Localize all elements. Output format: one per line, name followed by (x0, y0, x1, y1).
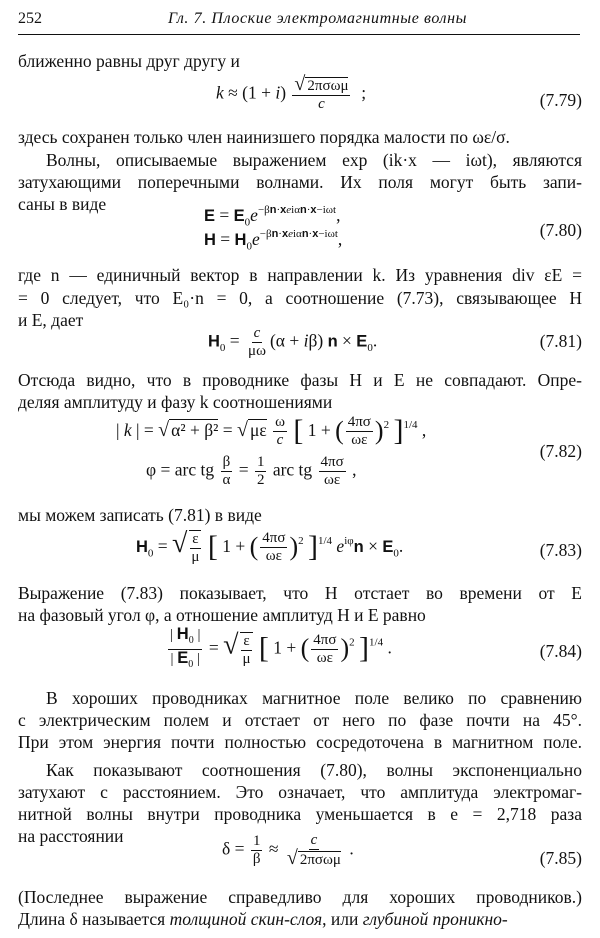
text-line: Отсюда видно, что в проводнике фазы H и E не совпадают. Опре- (18, 370, 582, 390)
equation-7-83: $H_0$ = √ $\frac{\varepsilon}{\mu}$ [ 1 + ( $\frac{4\pi\sigma}{\omega\varepsilon}$ )$^2$ ]$^{1/4}$ $e^{i\varphi}n \times E_0$. (136, 528, 404, 565)
text-line: ближенно равны друг другу и (18, 51, 240, 71)
text-line: и E, дает (18, 310, 84, 330)
running-title: Гл. 7. Плоские электромагнитные волны (168, 10, 468, 27)
text-line: Выражение (7.83) показывает, что H отстает во времени от E (18, 583, 582, 603)
equation-number: (7.85) (539, 848, 582, 868)
text-line: с электрическим полем и отстает от него по фазе почти на 45°. (18, 710, 582, 730)
equation-7-81: $H_0$ = $\frac{c}{\mu\omega}$ (α + iβ) $n \times E_0$. (208, 325, 378, 359)
text-line: саны в виде (18, 194, 107, 214)
equation-7-80: $E = E_0e^{-\beta n\cdot xei\alpha n\cdot x-i\omega t}$, (204, 204, 341, 229)
page-number: 252 (18, 10, 42, 27)
text-line: В хороших проводниках магнитное поле велико по сравнению (46, 688, 582, 708)
equation-7-80: $H = H_0e^{-\beta n\cdot xei\alpha n\cdot x-i\omega t}$, (204, 228, 343, 253)
text-line: затухающими поперечными волнами. Их поля могут быть запи- (18, 172, 582, 192)
text-line: мы можем записать (7.81) в виде (18, 505, 262, 525)
equation-number: (7.81) (539, 331, 582, 351)
term-skin-depth: толщиной скин-слоя (169, 909, 323, 929)
equation-number: (7.83) (539, 540, 582, 560)
equation-number: (7.79) (539, 90, 582, 110)
equation-7-82: | k | = √ α² + β² = √ με $\frac{\omega}{c}$ [ 1 + ( $\frac{4\pi\sigma}{\omega\varepsilon}$ )$^2$ ]$^{1/4}$ , (116, 414, 427, 449)
equation-7-79: k ≈ (1 + i) $\frac{\text{√ 2πσωμ}}{c}$ ; (216, 73, 367, 112)
equation-7-85: δ = $\frac{1}{\beta}$ ≈ $\frac{c}{\text{√ 2πσωμ}}$ . (222, 832, 354, 869)
text-line: При этом энергия почти полностью сосредоточена в магнитном поле. (18, 732, 582, 752)
equation-7-82: φ = arc tg $\frac{\beta}{\alpha}$ = $\frac{1}{2}$ arc tg $\frac{4\pi\sigma}{\omega\varepsilon}$ , (146, 454, 357, 488)
text-line: = 0 следует, что E₀·n = 0, а соотношение (7.73), связывающее H (18, 288, 582, 308)
text-line: на расстоянии (18, 826, 124, 846)
text-line: нитной волны внутри проводника уменьшается в e = 2,718 раза (18, 804, 582, 824)
equation-7-84: $\frac{| H_0 |}{| E_0 |}$ = √ $\frac{\varepsilon}{\mu}$ [ 1 + ( $\frac{4\pi\sigma}{\omega\varepsilon}$ )$^2$ ]$^{1/4}$ . (170, 625, 392, 670)
text-line: деляя амплитуду и фазу k соотношениями (18, 392, 333, 412)
text-run: Длина δ называется (18, 909, 170, 929)
text-line (18, 908, 582, 930)
equation-number: (7.84) (539, 641, 582, 661)
equation-number: (7.80) (539, 220, 582, 240)
text-line: (Последнее выражение справедливо для хороших проводников.) (18, 887, 582, 907)
term-penetration-depth: глубиной проникно- (362, 909, 508, 929)
equation-number: (7.82) (539, 441, 582, 461)
text-line: Как показывают соотношения (7.80), волны экспоненциально (46, 760, 582, 780)
text-run: , или (322, 909, 363, 929)
text-line: здесь сохранен только член наинизшего порядка малости по ωε/σ. (18, 127, 510, 147)
text-line: где n — единичный вектор в направлении k. Из уравнения div εE = (18, 265, 582, 285)
text-line: на фазовый угол φ, а отношение амплитуд H и E равно (18, 605, 426, 625)
page-header (18, 10, 580, 35)
text-line: затухают с расстоянием. Это означает, что амплитуда электромаг- (18, 782, 582, 802)
text-line: Волны, описываемые выражением exp (ik·x — iωt), являются (46, 150, 582, 170)
